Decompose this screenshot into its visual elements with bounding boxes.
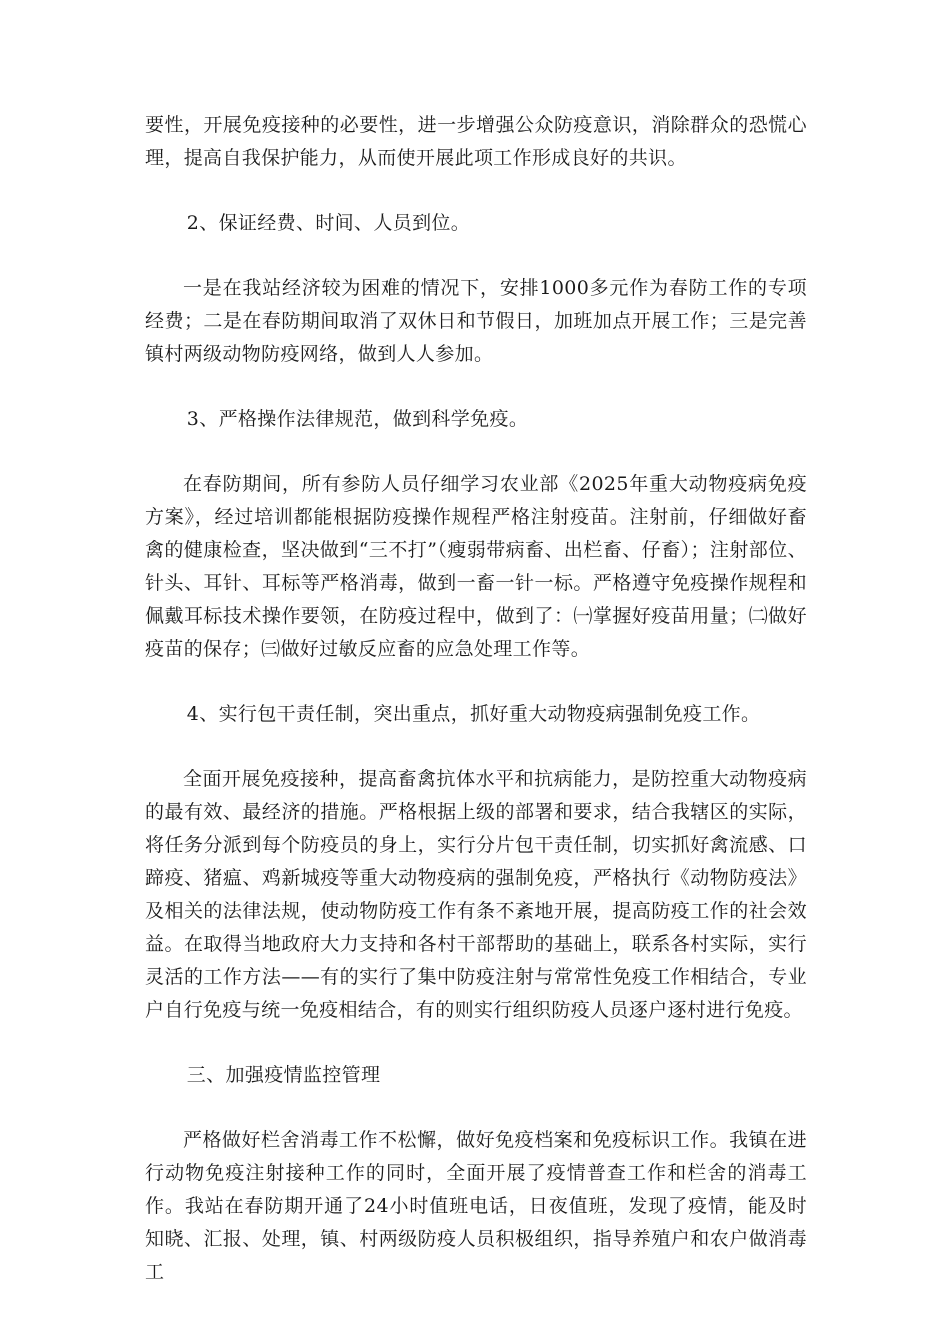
section-heading-4: 4、实行包干责任制，突出重点，抓好重大动物疫病强制免疫工作。 [186, 703, 761, 725]
section-heading-2: 2、保证经费、时间、人员到位。 [186, 212, 471, 234]
paragraph-responsibility: 全面开展免疫接种，提高畜禽抗体水平和抗病能力，是防控重大动物疫病的最有效、最经济的措施。严格根据上级的部署和要求，结合我辖区的实际，将任务分派到每个防疫员的身上，实行分片包干责任制，切实抓好禽流感、口蹄疫、猪瘟、鸡新城疫等重大动物疫病的强制免疫，严格执行《动物防疫法》及相关的法律法规，使动物防疫工作有条不紊地开展，提高防疫工作的社会效益。在取得当地政府大力支持和各村干部帮助的基础上，联系各村实际，实行灵活的工作方法——有的实行了集中防疫注射与常常性免疫工作相结合，专业户自行免疫与统一免疫相结合，有的则实行组织防疫人员逐户逐村进行免疫。 [145, 768, 807, 1021]
paragraph-procedures: 在春防期间，所有参防人员仔细学习农业部《2025年重大动物疫病免疫方案》，经过培训都能根据防疫操作规程严格注射疫苗。注射前，仔细做好畜禽的健康检查，坚决做到“三不打”（瘦弱带病畜、出栏畜、仔畜）；注射部位、针头、耳针、耳标等严格消毒，做到一畜一针一标。严格遵守免疫操作规程和佩戴耳标技术操作要领，在防疫过程中，做到了：㈠掌握好疫苗用量；㈡做好疫苗的保存；㈢做好过敏反应畜的应急处理工作等。 [145, 473, 807, 660]
paragraph-funding: 一是在我站经济较为困难的情况下，安排1000多元作为春防工作的专项经费；二是在春防期间取消了双休日和节假日，加班加点开展工作；三是完善镇村两级动物防疫网络，做到人人参加。 [145, 277, 807, 365]
section-heading-monitoring: 三、加强疫情监控管理 [186, 1064, 381, 1086]
document-body [145, 109, 807, 1321]
section-heading-3: 3、严格操作法律规范，做到科学免疫。 [186, 408, 529, 430]
paragraph-continuation: 要性，开展免疫接种的必要性，进一步增强公众防疫意识，消除群众的恐慌心理，提高自我保护能力，从而使开展此项工作形成良好的共识。 [145, 114, 807, 169]
paragraph-disinfection: 严格做好栏舍消毒工作不松懈，做好免疫档案和免疫标识工作。我镇在进行动物免疫注射接种工作的同时，全面开展了疫情普查工作和栏舍的消毒工作。我站在春防期开通了24小时值班电话，日夜值班，发现了疫情，能及时知晓、汇报、处理，镇、村两级防疫人员积极组织，指导养殖户和农户做消毒工 [145, 1129, 807, 1283]
